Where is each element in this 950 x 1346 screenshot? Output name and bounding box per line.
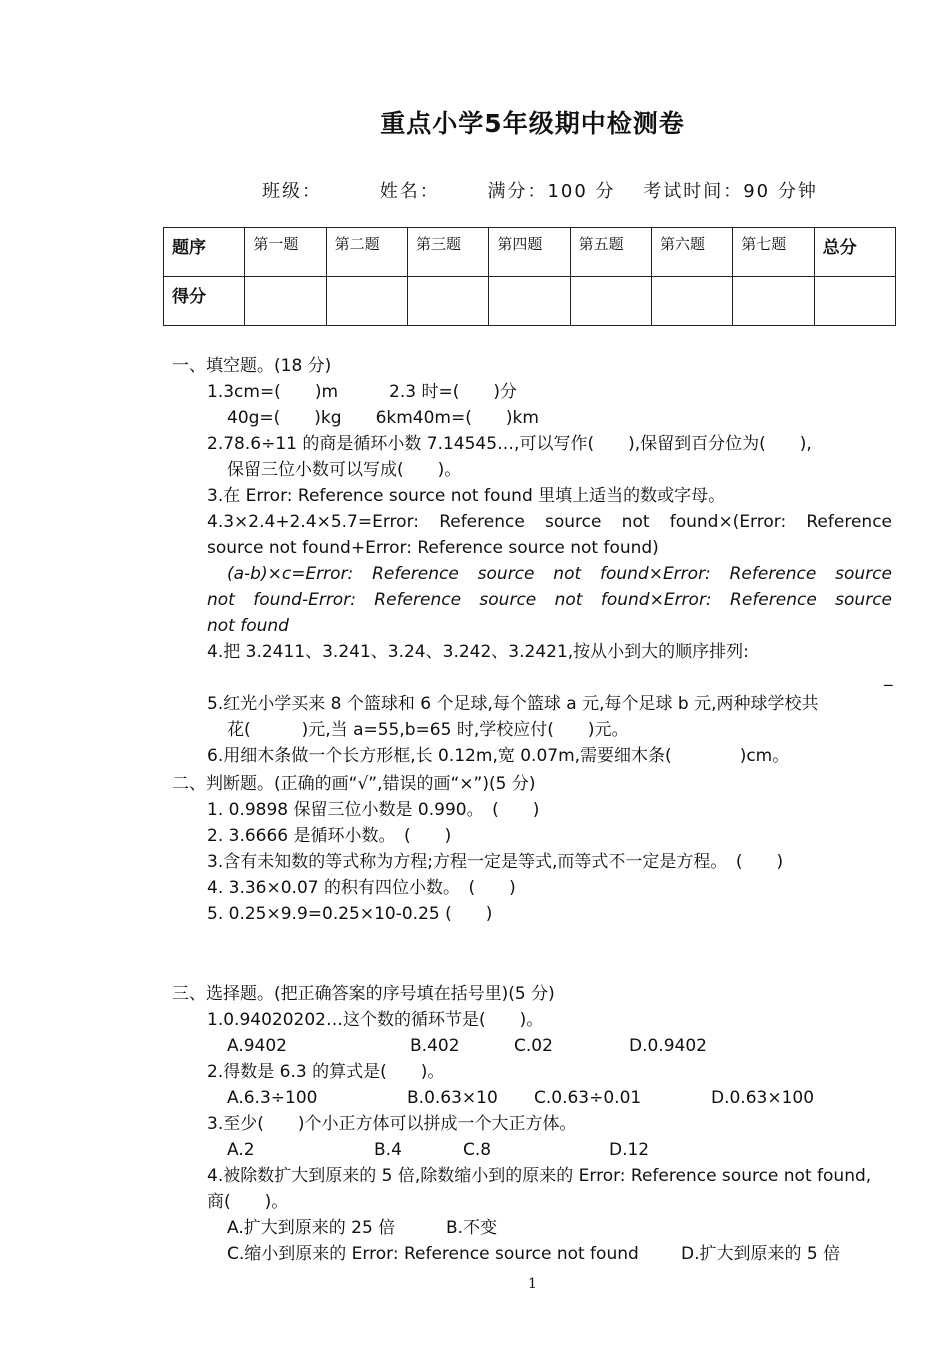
option-c: C.缩小到原来的 Error: Reference source not found (227, 1244, 639, 1264)
name-label: 姓名： (379, 181, 440, 202)
header-cell: 第七题 (733, 228, 814, 277)
option-c: C.02 (514, 1036, 553, 1056)
option-b: B.不变 (446, 1218, 498, 1238)
score-table (163, 227, 896, 326)
score-table-header (164, 228, 896, 277)
answer-blank: _ (884, 667, 893, 687)
score-cell[interactable] (245, 277, 326, 326)
question-line: 1.0.94020202…这个数的循环节是( )。 (207, 1010, 544, 1030)
question-line: 3.至少( )个小正方体可以拼成一个大正方体。 (207, 1114, 577, 1134)
question-line: 商( )。 (207, 1192, 289, 1212)
question-line: 花( )元,当 a=55,b=65 时,学校应付( )元。 (227, 720, 629, 740)
class-label: 班级： (262, 181, 322, 202)
judge-item: 1. 0.9898 保留三位小数是 0.990。 ( ) (207, 800, 540, 820)
header-cell: 题序 (164, 228, 245, 277)
header-cell: 总分 (814, 228, 895, 277)
section2-title: 二、判断题。(正确的画“√”,错误的画“×”)(5 分) (172, 774, 536, 794)
header-cell: 第六题 (651, 228, 732, 277)
score-table-row (164, 277, 896, 326)
question-line: 4.3×2.4+2.4×5.7=Error: Reference source not found×(Error: Reference (207, 512, 892, 532)
question-line: 4.把 3.2411、3.241、3.24、3.242、3.2421,按从小到大的顺序排列: (207, 642, 749, 662)
option-a: A.6.3÷100 (227, 1088, 318, 1108)
question-line: 1.3cm=( )m 2.3 时=( )分 (207, 382, 517, 402)
header-cell: 第一题 (245, 228, 326, 277)
option-b: B.0.63×10 (407, 1088, 498, 1108)
score-cell[interactable] (489, 277, 570, 326)
score-cell[interactable] (570, 277, 651, 326)
judge-item: 5. 0.25×9.9=0.25×10-0.25 ( ) (207, 904, 493, 924)
score-cell[interactable] (407, 277, 488, 326)
score-cell[interactable] (326, 277, 407, 326)
header-cell: 第四题 (489, 228, 570, 277)
judge-item: 2. 3.6666 是循环小数。 ( ) (207, 826, 452, 846)
judge-item: 3.含有未知数的等式称为方程;方程一定是等式,而等式不一定是方程。 ( ) (207, 852, 784, 872)
option-a: A.2 (227, 1140, 255, 1160)
option-d: D.0.63×100 (711, 1088, 815, 1108)
option-c: C.0.63÷0.01 (534, 1088, 642, 1108)
header-cell: 第五题 (570, 228, 651, 277)
question-line: source not found+Error: Reference source not found) (207, 538, 659, 558)
score-cell[interactable] (651, 277, 732, 326)
question-line: 6.用细木条做一个长方形框,长 0.12m,宽 0.07m,需要细木条( )cm。 (207, 746, 790, 766)
judge-item: 4. 3.36×0.07 的积有四位小数。 ( ) (207, 878, 516, 898)
question-line: not found (207, 616, 289, 636)
page-number: 1 (528, 1276, 537, 1292)
full-score: 满分：100 分 (487, 181, 616, 202)
option-b: B.402 (410, 1036, 460, 1056)
header-cell: 第二题 (326, 228, 407, 277)
page-title: 重点小学5年级期中检测卷 (380, 109, 685, 138)
section1-title: 一、填空题。(18 分) (172, 356, 332, 376)
section3-title: 三、选择题。(把正确答案的序号填在括号里)(5 分) (172, 984, 555, 1004)
question-line: 3.在 Error: Reference source not found 里填上适当的数或字母。 (207, 486, 726, 506)
option-d: D.0.9402 (629, 1036, 707, 1056)
option-c: C.8 (463, 1140, 492, 1160)
exam-info (262, 177, 818, 203)
question-line: not found-Error: Reference source not found×Error: Reference source (207, 590, 892, 610)
option-d: D.扩大到原来的 5 倍 (681, 1244, 841, 1264)
question-line: 5.红光小学买来 8 个篮球和 6 个足球,每个篮球 a 元,每个足球 b 元,两种球学校共 (207, 694, 819, 714)
question-line: (a-b)×c=Error: Reference source not found×Error: Reference source (227, 564, 892, 584)
option-a: A.扩大到原来的 25 倍 (227, 1218, 396, 1238)
question-line: 保留三位小数可以写成( )。 (227, 460, 462, 480)
exam-time: 考试时间：90 分钟 (643, 181, 818, 202)
question-line: 2.78.6÷11 的商是循环小数 7.14545…,可以写作( ),保留到百分位为( ), (207, 434, 812, 454)
question-line: 2.得数是 6.3 的算式是( )。 (207, 1062, 445, 1082)
option-b: B.4 (374, 1140, 402, 1160)
header-cell: 第三题 (407, 228, 488, 277)
option-a: A.9402 (227, 1036, 287, 1056)
score-cell[interactable] (814, 277, 895, 326)
question-line: 40g=( )kg 6km40m=( )km (227, 408, 539, 428)
row-label: 得分 (164, 277, 245, 326)
option-d: D.12 (609, 1140, 650, 1160)
score-cell[interactable] (733, 277, 814, 326)
question-line: 4.被除数扩大到原来的 5 倍,除数缩小到的原来的 Error: Reference source not found, (207, 1166, 872, 1186)
